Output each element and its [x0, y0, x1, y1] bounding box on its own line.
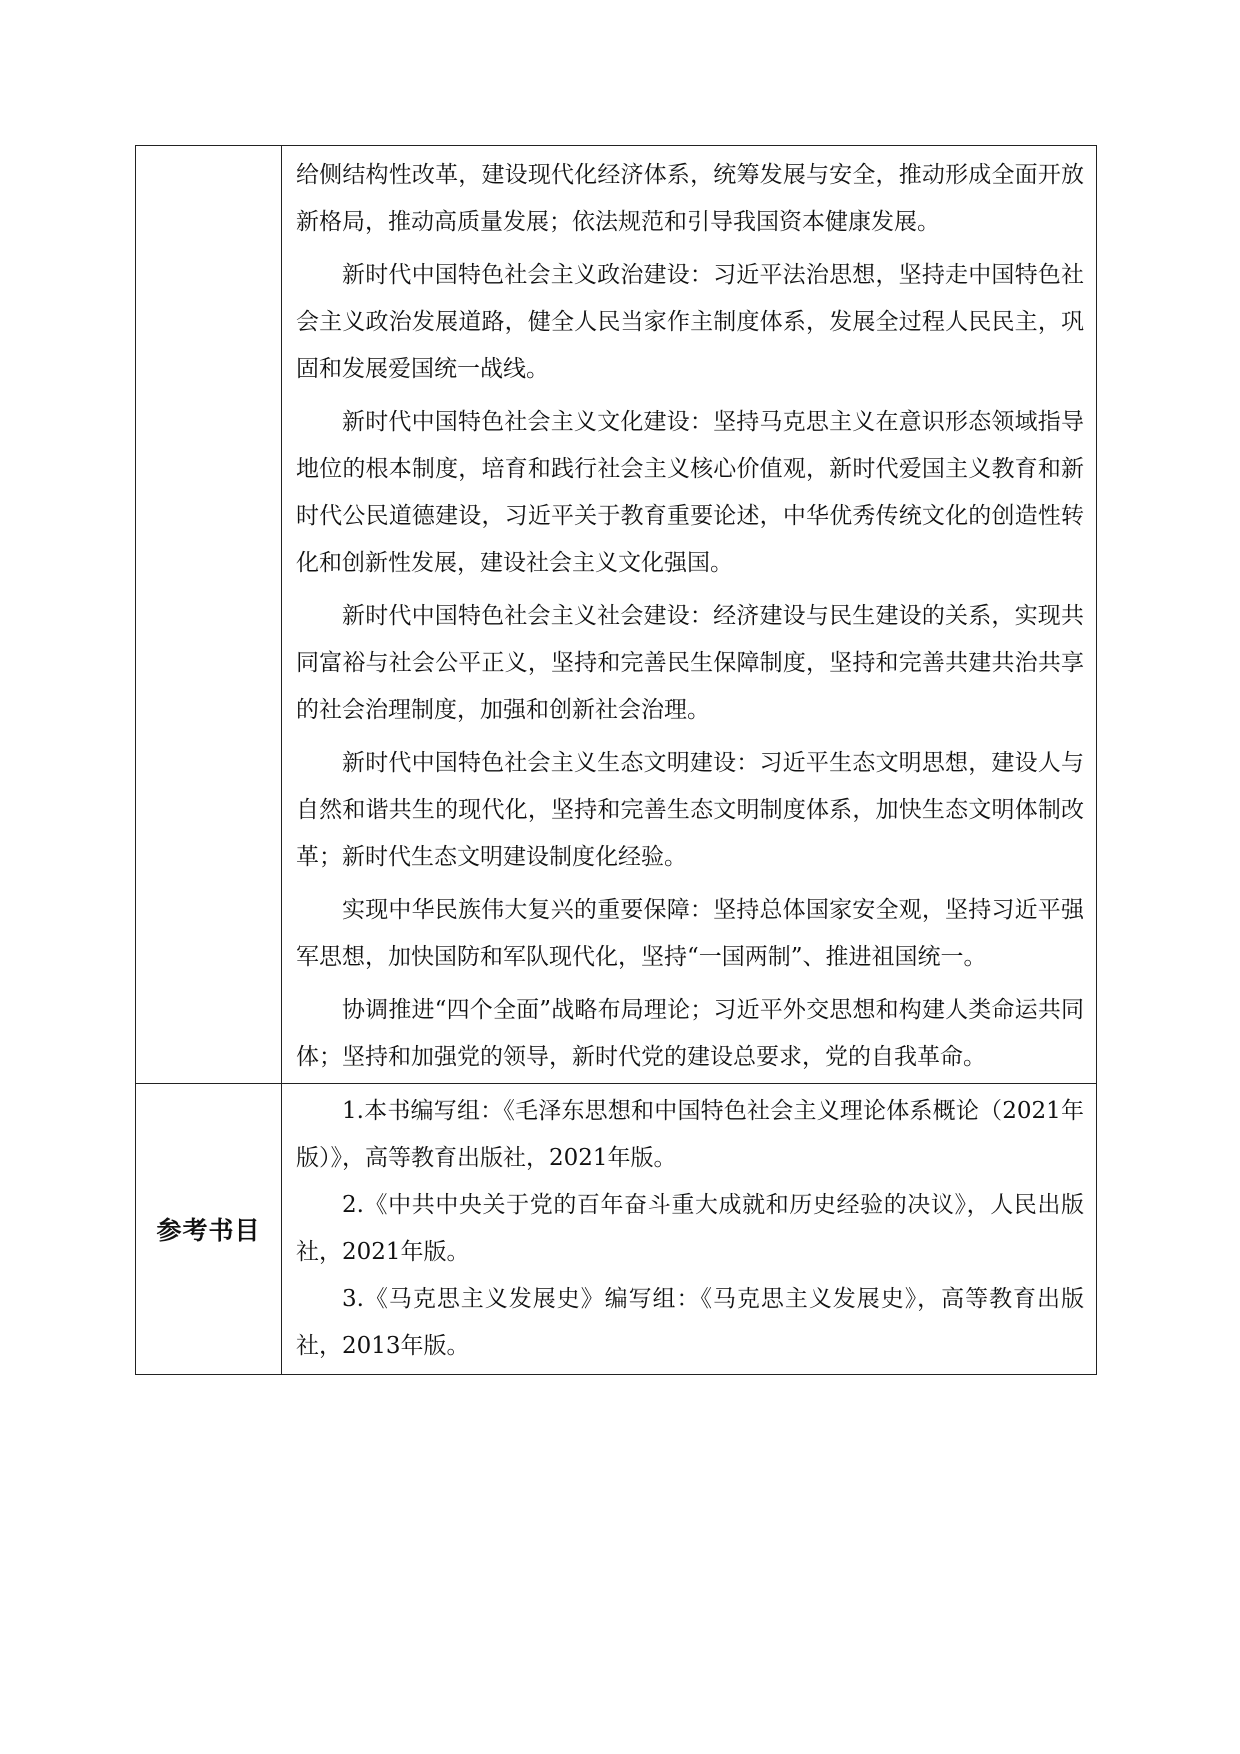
content-paragraph: 新时代中国特色社会主义生态文明建设：习近平生态文明思想，建设人与自然和谐共生的现代化，坚持和完善生态文明制度体系，加快生态文明体制改革；新时代生态文明建设制度化经验。 [296, 750, 1084, 870]
references-row [136, 1084, 1097, 1375]
reference-item: 2.《中共中央关于党的百年奋斗重大成就和历史经验的决议》，人民出版社，2021年版。 [296, 1192, 1084, 1265]
content-paragraph: 新时代中国特色社会主义社会建设：经济建设与民生建设的关系，实现共同富裕与社会公平正义，坚持和完善民生保障制度，坚持和完善共建共治共享的社会治理制度，加强和创新社会治理。 [296, 603, 1084, 723]
content-paragraph: 新时代中国特色社会主义政治建设：习近平法治思想，坚持走中国特色社会主义政治发展道路，健全人民当家作主制度体系，发展全过程人民民主，巩固和发展爱国统一战线。 [296, 262, 1084, 382]
reference-item: 1.本书编写组：《毛泽东思想和中国特色社会主义理论体系概论（2021年版）》，高等教育出版社，2021年版。 [296, 1098, 1084, 1171]
references-label: 参考书目 [136, 1084, 282, 1375]
syllabus-table [135, 145, 1097, 1375]
content-paragraph: 给侧结构性改革，建设现代化经济体系，统筹发展与安全，推动形成全面开放新格局，推动高质量发展；依法规范和引导我国资本健康发展。 [296, 162, 1084, 235]
content-paragraph: 协调推进“四个全面”战略布局理论；习近平外交思想和构建人类命运共同体；坚持和加强党的领导，新时代党的建设总要求，党的自我革命。 [296, 997, 1084, 1070]
reference-item: 3.《马克思主义发展史》编写组：《马克思主义发展史》，高等教育出版社，2013年版。 [296, 1286, 1084, 1359]
empty-label-cell [136, 146, 282, 1084]
content-cell [282, 146, 1097, 1084]
content-row [136, 146, 1097, 1084]
content-paragraph: 新时代中国特色社会主义文化建设：坚持马克思主义在意识形态领域指导地位的根本制度，培育和践行社会主义核心价值观，新时代爱国主义教育和新时代公民道德建设，习近平关于教育重要论述，中华优秀传统文化的创造性转化和创新性发展，建设社会主义文化强国。 [296, 409, 1084, 576]
content-paragraph: 实现中华民族伟大复兴的重要保障：坚持总体国家安全观，坚持习近平强军思想，加快国防和军队现代化，坚持“一国两制”、推进祖国统一。 [296, 897, 1084, 970]
references-cell [282, 1084, 1097, 1375]
